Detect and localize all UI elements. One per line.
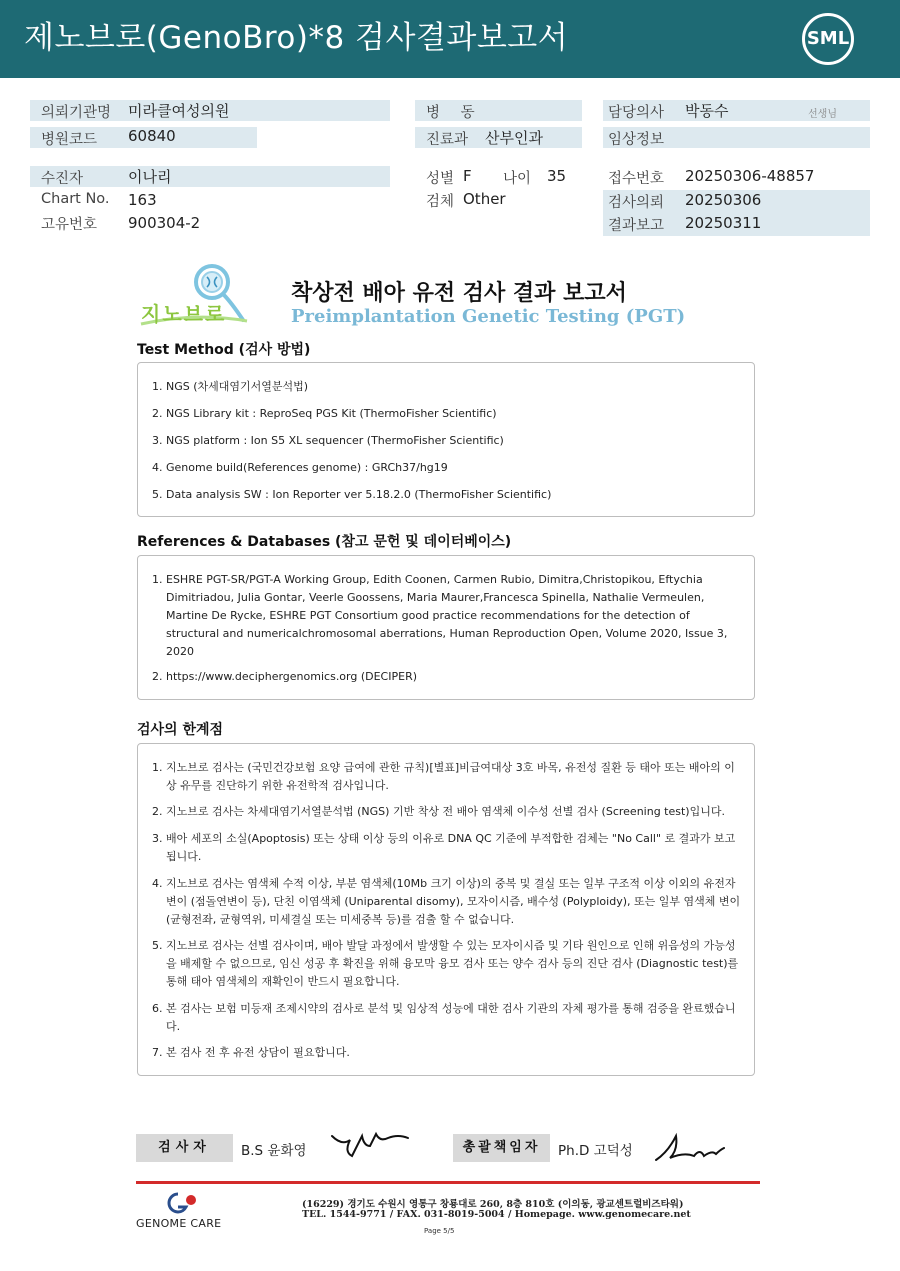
- list-item: [152, 875, 744, 929]
- item-number: 3.: [152, 832, 163, 845]
- clinical-info-label: 임상정보: [608, 132, 665, 148]
- item-number: 6.: [152, 1002, 163, 1015]
- report-date-label: 결과보고: [608, 218, 665, 234]
- hospital-code-label: 병원코드: [41, 132, 98, 148]
- test-method-title: Test Method (검사 방법): [137, 342, 311, 358]
- unique-no-value: 900304-2: [128, 214, 201, 232]
- list-item: [152, 830, 744, 866]
- item-number: 2.: [152, 805, 163, 818]
- list-item: [152, 571, 744, 661]
- list-item: [152, 405, 744, 423]
- item-number: 1.: [152, 573, 163, 586]
- item-number: 7.: [152, 1046, 163, 1059]
- test-method-box: [137, 362, 755, 517]
- hospital-code-value: 60840: [128, 127, 176, 145]
- department-label: 진료과: [426, 132, 469, 148]
- item-text: 지노브로 검사는 선별 검사이며, 배아 발달 과정에서 발생할 수 있는 모자이시즘 및 기타 원인으로 인해 위음성의 가능성을 배제할 수 없으므로, 임신 성공 후 확진을 위해 융모막 융모 검사 또는 양수 검사 등의 진단 검사 (Diagnostic test)를 통해 태아 염색체의 재확인이 반드시 필요합니다.: [166, 939, 739, 988]
- institution-label: 의뢰기관명: [41, 105, 112, 121]
- chart-no-value: 163: [128, 191, 157, 209]
- item-number: 5.: [152, 488, 163, 501]
- footer-contact: TEL. 1544-9771 / FAX. 031-8019-5004 / Homepage. www.genomecare.net: [302, 1209, 691, 1220]
- director-label: 총괄책임자: [453, 1134, 550, 1162]
- chart-no-label: Chart No.: [41, 191, 110, 207]
- examiner-name: B.S 윤화영: [241, 1143, 307, 1159]
- doctor-suffix: 선생님: [808, 109, 837, 120]
- age-value: 35: [547, 167, 567, 185]
- item-number: 1.: [152, 380, 163, 393]
- doctor-label: 담당의사: [608, 105, 665, 121]
- report-date-value: 20250311: [685, 214, 762, 232]
- item-text: 본 검사는 보험 미등재 조제시약의 검사로 분석 및 임상적 성능에 대한 검사 기관의 자체 평가를 통해 검증을 완료했습니다.: [166, 1002, 736, 1033]
- item-text: NGS (차세대염기서열분석법): [166, 380, 309, 393]
- item-number: 4.: [152, 877, 163, 890]
- item-number: 5.: [152, 939, 163, 952]
- age-label: 나이: [503, 171, 532, 187]
- department-value: 산부인과: [485, 129, 543, 147]
- limitations-box: [137, 743, 755, 1076]
- report-header: [0, 0, 900, 78]
- item-text: 배아 세포의 소실(Apoptosis) 또는 상태 이상 등의 이유로 DNA QC 기준에 부적합한 검체는 "No Call" 로 결과가 보고됩니다.: [166, 832, 736, 863]
- report-subtitle: Preimplantation Genetic Testing (PGT): [291, 306, 686, 327]
- list-item: [152, 378, 744, 396]
- sex-value: F: [463, 167, 472, 185]
- institution-value: 미라클여성의원: [128, 102, 230, 120]
- item-text: NGS Library kit : ReproSeq PGS Kit (ThermoFisher Scientific): [166, 407, 497, 420]
- doctor-value: 박동수: [685, 102, 729, 120]
- receipt-no-label: 접수번호: [608, 171, 665, 187]
- list-item: [152, 1044, 744, 1062]
- page-number: Page 5/5: [424, 1227, 455, 1235]
- references-title: References & Databases (참고 문헌 및 데이터베이스): [137, 534, 512, 550]
- item-text: Data analysis SW : Ion Reporter ver 5.18.2.0 (ThermoFisher Scientific): [166, 488, 552, 501]
- patient-label: 수진자: [41, 171, 84, 187]
- list-item: [152, 759, 744, 795]
- list-item: [152, 937, 744, 991]
- item-text: ESHRE PGT-SR/PGT-A Working Group, Edith Coonen, Carmen Rubio, Dimitra,Christopikou, Eftychia Dimitriadou, Julia Gontar, Veerle Goossens, Maria Maurer,Francesca Spinella, Nathalie Vermeulen, Martine De Rycke, ESHRE PGT Consortium good practice recommendations for the detection of structural and numericalchromosomal aberrations, Human Reproduction Open, Volume 2020, Issue 3, 2020: [166, 573, 728, 658]
- report-title: 착상전 배아 유전 검사 결과 보고서: [291, 281, 627, 306]
- sml-logo-text: SML: [806, 28, 850, 49]
- specimen-value: Other: [463, 190, 506, 208]
- genobro-logo: [137, 262, 249, 328]
- genome-care-logo-icon: [160, 1190, 200, 1216]
- item-text: Genome build(References genome) : GRCh37/hg19: [166, 461, 448, 474]
- sml-logo: [802, 13, 854, 65]
- patient-value: 이나리: [128, 168, 172, 186]
- receipt-no-value: 20250306-48857: [685, 167, 815, 185]
- list-item: [152, 459, 744, 477]
- item-number: 3.: [152, 434, 163, 447]
- genome-care-logo-text: GENOME CARE: [136, 1217, 222, 1230]
- list-item: [152, 486, 744, 504]
- header-title: 제노브로(GenoBro)*8 검사결과보고서: [24, 20, 569, 56]
- ward-label: 병 동: [426, 105, 483, 121]
- item-number: 2.: [152, 407, 163, 420]
- list-item: [152, 803, 744, 821]
- limitations-title: 검사의 한계점: [137, 722, 224, 738]
- director-name: Ph.D 고덕성: [558, 1143, 633, 1159]
- item-text: 본 검사 전 후 유전 상담이 필요합니다.: [166, 1046, 350, 1059]
- item-text: 지노브로 검사는 (국민건강보험 요양 급여에 관한 규칙)[별표]비급여대상 3호 바목, 유전성 질환 등 태아 또는 배아의 이상 유무를 진단하기 위한 유전학적 검사입니다.: [166, 761, 735, 792]
- genobro-logo-text: 지노브로: [141, 302, 227, 326]
- list-item: [152, 1000, 744, 1036]
- item-text: 지노브로 검사는 차세대염기서열분석법 (NGS) 기반 착상 전 배아 염색체 이수성 선별 검사 (Screening test)입니다.: [166, 805, 725, 818]
- request-date-value: 20250306: [685, 191, 762, 209]
- footer-divider: [136, 1181, 760, 1184]
- director-signature: [652, 1128, 734, 1164]
- list-item: [152, 668, 744, 686]
- item-text: https://www.deciphergenomics.org (DECIPER): [166, 670, 418, 683]
- footer-address: (16229) 경기도 수원시 영통구 창룡대로 260, 8층 810호 (이의동, 광교센트럴비즈타워): [302, 1199, 684, 1210]
- item-number: 2.: [152, 670, 163, 683]
- sex-label: 성별: [426, 171, 455, 187]
- info-bar-patient: [30, 166, 390, 187]
- item-number: 1.: [152, 761, 163, 774]
- item-number: 4.: [152, 461, 163, 474]
- examiner-label: 검사자: [136, 1134, 233, 1162]
- unique-no-label: 고유번호: [41, 217, 98, 233]
- examiner-signature: [330, 1128, 412, 1162]
- list-item: [152, 432, 744, 450]
- item-text: 지노브로 검사는 염색체 수적 이상, 부분 염색체(10Mb 크기 이상)의 중복 및 결실 또는 일부 구조적 이상 이외의 유전자 변이 (점돌연변이 등), 단친 이염색체 (Uniparental disomy), 모자이시즘, 배수성 (Polyploidy), 또는 일부 염색체 변이(균형전좌, 균형역위, 미세결실 또는 미세중복 등)를 검출 할 수 없습니다.: [166, 877, 741, 926]
- request-date-label: 검사의뢰: [608, 195, 665, 211]
- references-box: [137, 555, 755, 700]
- item-text: NGS platform : Ion S5 XL sequencer (ThermoFisher Scientific): [166, 434, 504, 447]
- specimen-label: 검체: [426, 194, 455, 210]
